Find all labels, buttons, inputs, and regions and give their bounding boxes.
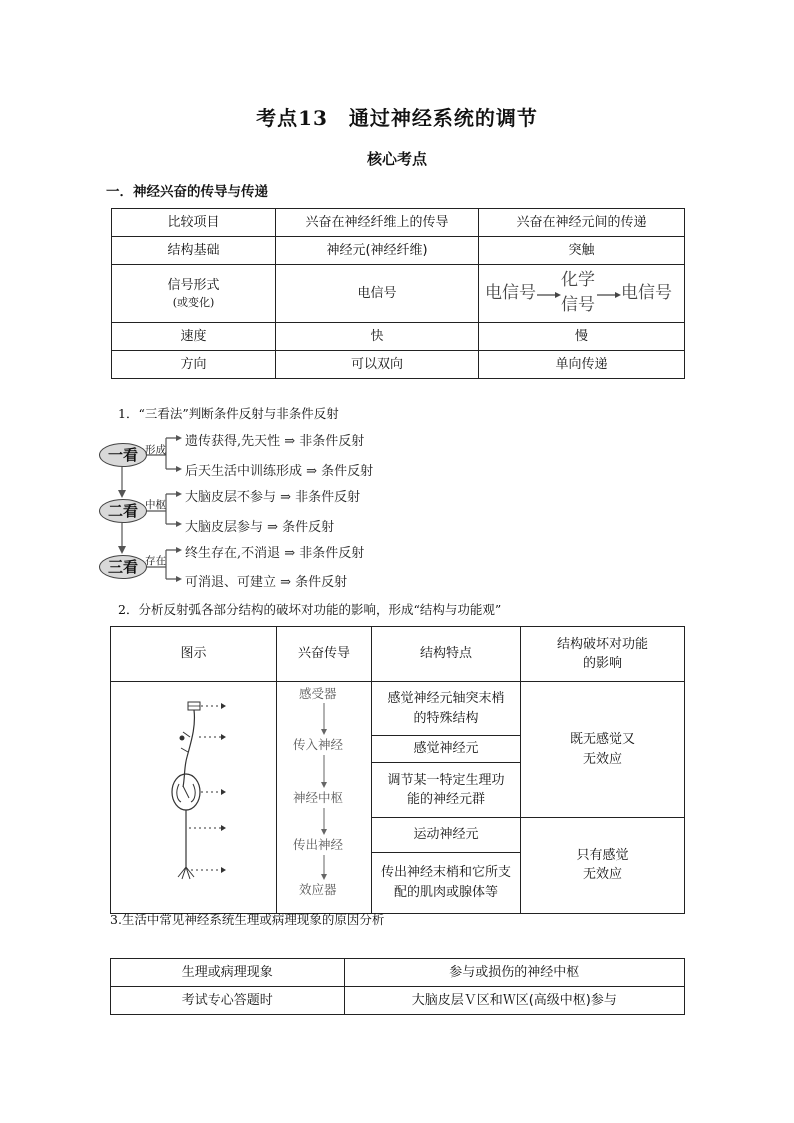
signal-electric-out: 电信号 <box>620 283 672 303</box>
table-cell: 考试专心答题时 <box>111 987 345 1015</box>
table-cell: 结构特点 <box>372 627 521 682</box>
reflex-arc-figure <box>111 682 276 906</box>
effect-header: 结构破坏对功能的影响 <box>556 636 648 671</box>
table-cell <box>520 627 684 682</box>
table-header-row <box>112 209 685 237</box>
look-three-item: 可消退、可建立 ⇒ 条件反射 <box>185 575 348 590</box>
page-title: 考点13 通过神经系统的调节 <box>256 106 538 130</box>
look-three-oval: 三看 <box>99 555 147 579</box>
look-one-item: 遗传获得,先天性 ⇒ 非条件反射 <box>185 434 365 449</box>
note-reflex-arc: 2．分析反射弧各部分结构的破坏对功能的影响，形成“结构与功能观” <box>118 602 502 617</box>
table-cell: 慢 <box>478 323 684 351</box>
table-cell: 调节某一特定生理功能的神经元群 <box>372 763 521 818</box>
look-two-oval: 二看 <box>99 499 147 523</box>
table-cell: 传出神经末梢和它所支配的肌肉或腺体等 <box>372 852 521 913</box>
signal-chemical-top: 化学 <box>560 270 595 290</box>
look-one-item: 后天生活中训练形成 ⇒ 条件反射 <box>185 464 374 479</box>
table-cell <box>112 265 276 323</box>
table-cell: 感觉神经元 <box>372 736 521 763</box>
flow-step: 效应器 <box>299 882 337 898</box>
table-row <box>112 237 685 265</box>
effect-cell <box>520 818 684 914</box>
table-cell: 单向传递 <box>478 351 684 379</box>
look-two-item: 大脑皮层参与 ⇒ 条件反射 <box>185 520 335 535</box>
reflex-arc-figure-cell <box>111 682 277 914</box>
table-row <box>112 351 685 379</box>
page-subtitle: 核心考点 <box>366 150 427 168</box>
table-cell: 比较项目 <box>112 209 276 237</box>
note-phenomena: 3.生活中常见神经系统生理或病理现象的原因分析 <box>110 912 385 927</box>
table-cell: 突触 <box>478 237 684 265</box>
arrow-icon <box>537 292 561 298</box>
table-cell: 电信号 <box>276 265 479 323</box>
table-row <box>111 987 685 1015</box>
table-cell: 大脑皮层Ｖ区和Ｗ区(高级中枢)参与 <box>344 987 684 1015</box>
section-heading: 一．神经兴奋的传导与传递 <box>106 184 268 200</box>
table-cell: 参与或损伤的神经中枢 <box>344 959 684 987</box>
table-cell: 感觉神经元轴突末梢的特殊结构 <box>372 682 521 736</box>
signal-electric-in: 电信号 <box>484 283 536 303</box>
comparison-table <box>111 208 685 379</box>
look-two-item: 大脑皮层不参与 ⇒ 非条件反射 <box>185 490 361 505</box>
look-three-tag: 存在 <box>145 555 166 567</box>
flow-step: 感受器 <box>299 686 337 702</box>
table-cell: 兴奋在神经元间的传递 <box>478 209 684 237</box>
table-cell: 运动神经元 <box>372 818 521 853</box>
table-cell: 兴奋传导 <box>277 627 372 682</box>
flow-step: 神经中枢 <box>293 790 344 806</box>
table-header-row <box>111 627 685 682</box>
look-one-oval: 一看 <box>99 443 147 467</box>
note-three-looks: 1．“三看法”判断条件反射与非条件反射 <box>118 406 339 421</box>
table-header-row <box>111 959 685 987</box>
table-row <box>111 682 685 736</box>
effect-text: 既无感觉又无效应 <box>569 732 635 767</box>
effect-text: 只有感觉无效应 <box>576 847 629 883</box>
table-cell: 方向 <box>112 351 276 379</box>
look-two-tag: 中枢 <box>145 499 166 511</box>
table-row <box>112 265 685 323</box>
signal-label: 信号形式 <box>167 277 220 293</box>
table-cell: 快 <box>276 323 479 351</box>
reflex-arc-table <box>110 626 685 914</box>
look-three-item: 终生存在,不消退 ⇒ 非条件反射 <box>185 546 365 561</box>
table-cell: 图示 <box>111 627 277 682</box>
effect-cell <box>520 682 684 818</box>
table-cell: 可以双向 <box>276 351 479 379</box>
signal-chemical-bottom: 信号 <box>560 295 595 315</box>
signal-conversion-cell <box>478 265 684 323</box>
table-cell: 生理或病理现象 <box>111 959 345 987</box>
flow-arrows <box>277 685 371 909</box>
table-cell: 兴奋在神经纤维上的传导 <box>276 209 479 237</box>
table-cell: 结构基础 <box>112 237 276 265</box>
phenomena-table <box>110 958 685 1015</box>
table-cell: 神经元(神经纤维) <box>276 237 479 265</box>
signal-label-note: (或变化) <box>172 296 215 309</box>
flow-step: 传出神经 <box>293 837 344 853</box>
table-cell: 速度 <box>112 323 276 351</box>
arrow-icon <box>597 292 621 298</box>
flow-step: 传入神经 <box>293 737 344 753</box>
conduction-flow-cell <box>277 682 372 914</box>
table-row <box>112 323 685 351</box>
look-one-tag: 形成 <box>145 444 166 456</box>
